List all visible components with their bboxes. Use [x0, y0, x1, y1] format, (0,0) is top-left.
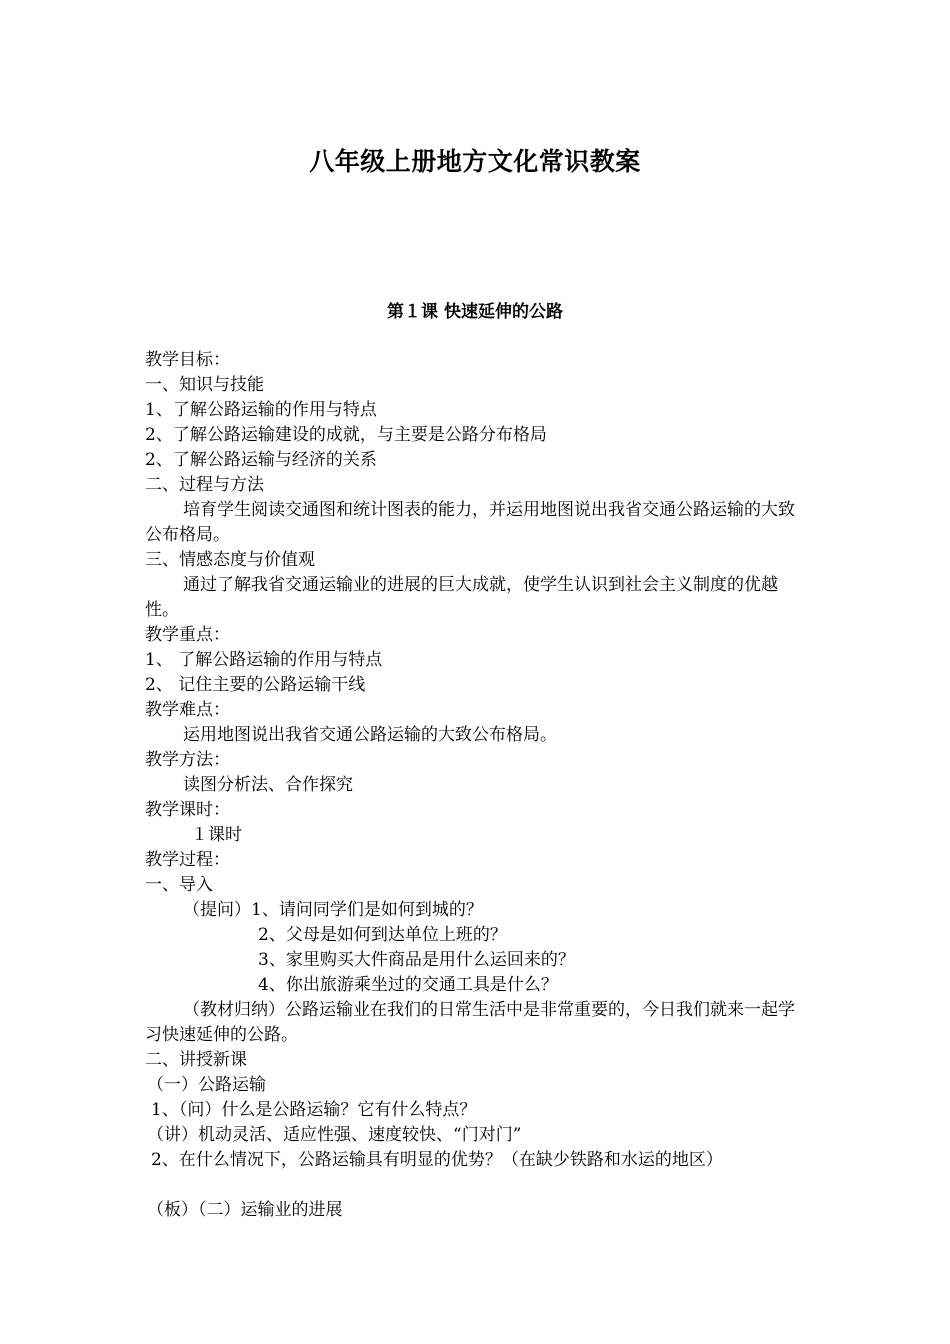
- paragraph: 读图分析法、合作探究: [183, 775, 353, 795]
- question-item: 2、父母是如何到达单位上班的？: [258, 925, 507, 945]
- paragraph: 培育学生阅读交通图和统计图表的能力，并运用地图说出我省交通公路运输的大致公布格局。: [145, 500, 795, 545]
- question-item: 3、家里购买大件商品是用什么运回来的？: [258, 950, 575, 970]
- heading-teaching-process: 教学过程：: [145, 850, 230, 870]
- section-knowledge-skills: 一、知识与技能: [145, 375, 264, 395]
- list-item: 2、了解公路运输与经济的关系: [145, 450, 377, 470]
- heading-teaching-methods: 教学方法：: [145, 750, 230, 770]
- question-item: 1、（问）什么是公路运输？它有什么特点？: [151, 1100, 477, 1120]
- heading-key-points: 教学重点：: [145, 625, 230, 645]
- paragraph: （教材归纳）公路运输业在我们的日常生活中是非常重要的，今日我们就来一起学习快速延伸的公路。: [145, 1000, 795, 1045]
- list-item: 1、了解公路运输的作用与特点: [145, 400, 377, 420]
- paragraph: （讲）机动灵活、适应性强、速度较快、“门对门”: [147, 1125, 522, 1145]
- paragraph: 通过了解我省交通运输业的进展的巨大成就，使学生认识到社会主义制度的优越性。: [145, 575, 778, 620]
- section-process-methods: 二、过程与方法: [145, 475, 264, 495]
- section-new-lesson: 二、讲授新课: [145, 1050, 247, 1070]
- list-item: 2、 记住主要的公路运输干线: [145, 675, 366, 695]
- heading-difficult-points: 教学难点：: [145, 700, 230, 720]
- list-item: 1、 了解公路运输的作用与特点: [145, 650, 383, 670]
- paragraph: 运用地图说出我省交通公路运输的大致公布格局。: [183, 725, 557, 745]
- subsection-road-transport: （一）公路运输: [147, 1075, 266, 1095]
- question-item: 2、在什么情况下，公路运输具有明显的优势？（在缺少铁路和水运的地区）: [151, 1150, 723, 1170]
- question-item: （提问）1、请问同学们是如何到城的？: [183, 900, 483, 920]
- subsection-transport-development: （板）（二）运输业的进展: [147, 1200, 343, 1220]
- question-item: 4、你出旅游乘坐过的交通工具是什么？: [258, 975, 558, 995]
- section-introduction: 一、导入: [145, 875, 213, 895]
- document-body: [145, 348, 810, 1223]
- document-title: 八年级上册地方文化常识教案: [309, 147, 641, 176]
- heading-class-hours: 教学课时：: [145, 800, 230, 820]
- list-item: 2、了解公路运输建设的成就，与主要是公路分布格局: [145, 425, 547, 445]
- heading-teaching-objectives: 教学目标：: [145, 350, 230, 370]
- paragraph: １课时: [191, 825, 242, 845]
- blank-line: [145, 1173, 810, 1198]
- section-emotion-values: 三、情感态度与价值观: [145, 550, 315, 570]
- lesson-title: 第１课 快速延伸的公路: [387, 302, 563, 322]
